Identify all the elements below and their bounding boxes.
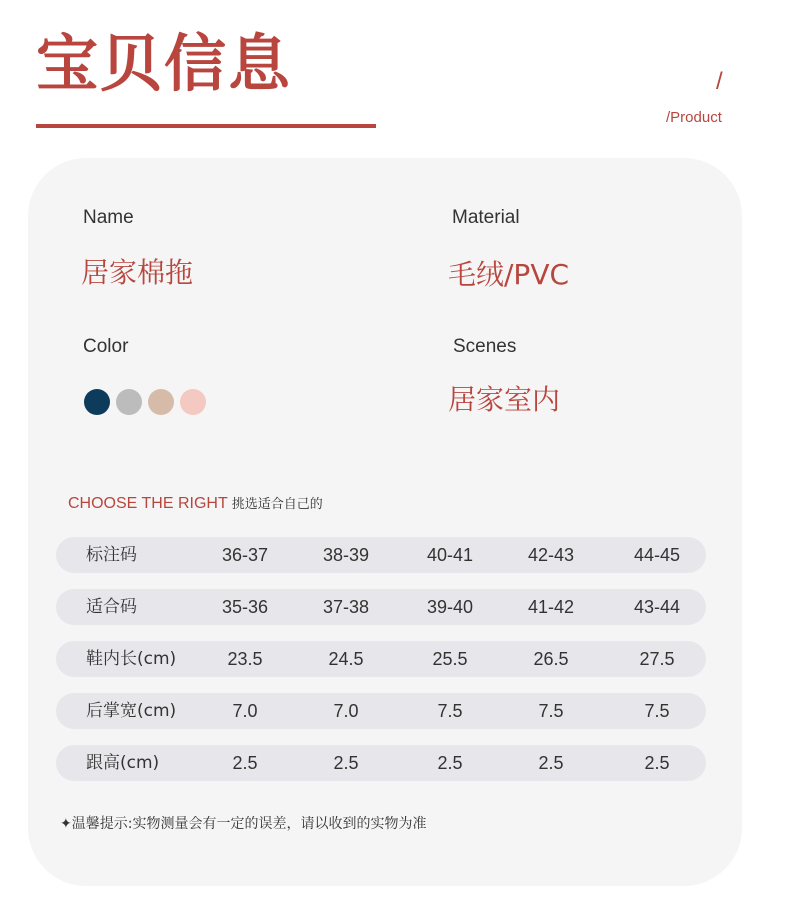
size-cell: 38-39 [322, 545, 370, 565]
size-cell: 36-37 [221, 545, 269, 565]
color-swatch-2[interactable] [116, 389, 142, 415]
color-swatch-4[interactable] [180, 389, 206, 415]
size-cell: 35-36 [221, 597, 269, 617]
size-cell: 23.5 [227, 649, 263, 669]
color-swatch-1[interactable] [84, 389, 110, 415]
size-row [56, 589, 706, 625]
size-cell: 2.5 [333, 753, 359, 773]
scenes-value: 居家室内 [448, 383, 561, 416]
size-cell: 7.5 [437, 701, 463, 721]
size-cell: 41-42 [527, 597, 575, 617]
size-cell: 2.5 [437, 753, 463, 773]
size-row [56, 537, 706, 573]
product-info-card [28, 158, 742, 886]
color-label: Color [83, 336, 129, 357]
color-swatch-3[interactable] [148, 389, 174, 415]
size-cell: 26.5 [533, 649, 569, 669]
page-subtitle: /Product [666, 109, 722, 126]
material-value: 毛绒/PVC [448, 258, 570, 291]
size-guide-heading-en: CHOOSE THE RIGHT [68, 495, 228, 512]
size-row [56, 693, 706, 729]
size-cell: 7.0 [333, 701, 359, 721]
size-cell: 27.5 [639, 649, 675, 669]
size-cell: 7.0 [232, 701, 258, 721]
page-title: 宝贝信息 [36, 27, 293, 100]
size-guide-heading [68, 492, 323, 516]
size-row-label: 鞋内长(cm) [86, 649, 177, 669]
size-row-label: 适合码 [86, 597, 137, 617]
size-row-label: 标注码 [86, 545, 137, 565]
size-guide-heading-cn: 挑选适合自己的 [231, 497, 323, 512]
slash-mark: / [716, 68, 723, 95]
size-cell: 7.5 [644, 701, 670, 721]
size-cell: 2.5 [644, 753, 670, 773]
size-cell: 44-45 [633, 545, 681, 565]
size-cell: 24.5 [328, 649, 364, 669]
measurement-tip: ✦温馨提示:实物测量会有一定的误差，请以收到的实物为准 [60, 816, 427, 832]
size-cell: 40-41 [426, 545, 474, 565]
size-row [56, 745, 706, 781]
size-row [56, 641, 706, 677]
scenes-label: Scenes [453, 336, 517, 357]
size-cell: 25.5 [432, 649, 468, 669]
size-cell: 2.5 [538, 753, 564, 773]
size-cell: 37-38 [322, 597, 370, 617]
name-label: Name [83, 207, 134, 228]
name-value: 居家棉拖 [81, 256, 194, 289]
size-row-label: 跟高(cm) [86, 753, 160, 773]
title-underline [36, 124, 376, 128]
size-row-label: 后掌宽(cm) [86, 701, 177, 721]
material-label: Material [452, 207, 520, 228]
size-cell: 7.5 [538, 701, 564, 721]
size-cell: 2.5 [232, 753, 258, 773]
size-cell: 39-40 [426, 597, 474, 617]
size-cell: 43-44 [633, 597, 681, 617]
size-cell: 42-43 [527, 545, 575, 565]
color-swatches [84, 389, 206, 415]
